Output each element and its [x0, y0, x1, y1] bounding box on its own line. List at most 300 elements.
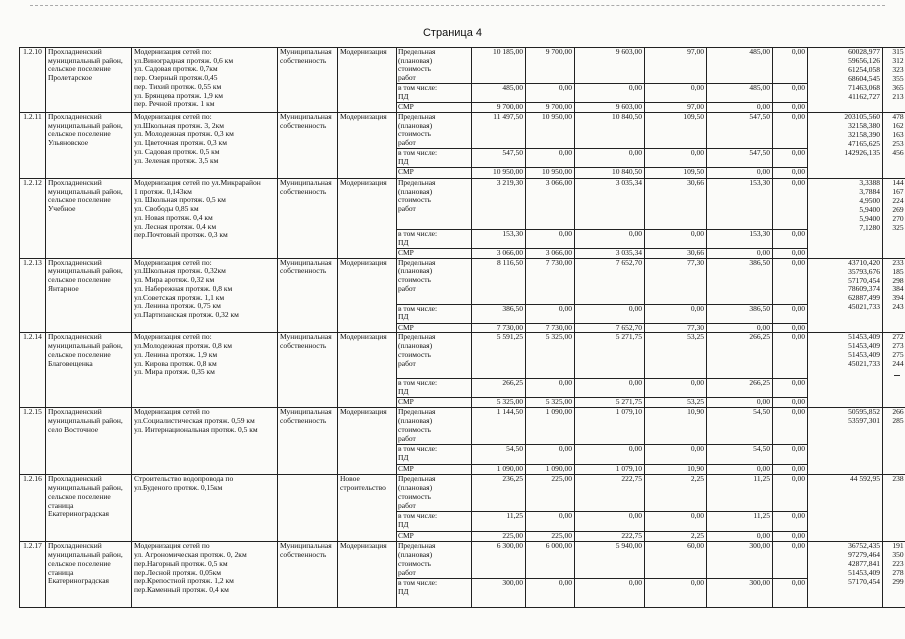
cost-cell: 386,50 — [707, 304, 773, 323]
description-cell — [132, 333, 278, 408]
line: 350 — [892, 550, 904, 560]
line: муниципальный район, — [48, 266, 123, 276]
line: муниципальный район, — [48, 341, 123, 351]
line: 32158,390 — [848, 129, 880, 139]
line: СМР — [398, 397, 414, 407]
line: 78609,374 — [848, 284, 880, 294]
work-type-cell — [338, 258, 397, 333]
extra-cell — [883, 408, 905, 475]
line: муниципальный район, — [48, 550, 123, 560]
cost-cell: 0,00 — [707, 249, 773, 259]
line: 243 — [892, 302, 904, 312]
line: Прохладненский — [48, 332, 102, 342]
cost-cell: 225,00 — [526, 532, 575, 542]
line: ул. Набережная протяж. 0,8 км — [134, 283, 233, 293]
pd-label — [397, 304, 472, 323]
line: Модернизация сетей по — [134, 541, 210, 551]
cost-cell: 1 144,50 — [472, 408, 526, 445]
planned-label — [397, 542, 472, 579]
cost-cell: 0,00 — [773, 445, 808, 465]
cost-cell: 9 700,00 — [526, 103, 575, 113]
cost-cell: 266,25 — [707, 333, 773, 379]
line: пер.Крепостной протяж. 1,2 км — [134, 576, 234, 586]
cost-cell: 300,00 — [707, 542, 773, 579]
codes-cell — [808, 48, 883, 113]
row-number: 1.2.17 — [20, 542, 46, 608]
codes-cell — [808, 113, 883, 179]
line: 478 — [892, 112, 904, 121]
cost-cell: 485,00 — [707, 84, 773, 103]
line: Муниципальная — [280, 258, 332, 267]
line: работ — [398, 204, 416, 214]
cost-cell: 109,50 — [645, 113, 707, 149]
line: Учебное — [48, 204, 76, 214]
extra-cell — [883, 179, 905, 259]
line: ПД — [398, 91, 409, 101]
line: ул. Свободы 0,85 км — [134, 204, 199, 214]
line: 203105,560 — [844, 112, 880, 121]
row-number: 1.2.10 — [20, 48, 46, 113]
work-type-cell — [338, 333, 397, 408]
cost-cell: 0,00 — [526, 149, 575, 168]
line: 365 — [892, 82, 904, 92]
pd-label — [397, 445, 472, 465]
line: ул. Ленина протяж. 1,9 км — [134, 349, 218, 359]
line: 41162,727 — [848, 91, 880, 101]
line: (плановая) — [398, 120, 433, 130]
cost-cell: 5 325,00 — [526, 398, 575, 408]
cost-cell: 2,25 — [645, 475, 707, 512]
line: Прохладненский — [48, 407, 102, 417]
cost-cell: 0,00 — [645, 149, 707, 168]
line: 5,9400 — [859, 204, 880, 214]
description-cell — [132, 258, 278, 333]
line: СМР — [398, 464, 414, 474]
pd-label — [397, 149, 472, 168]
smr-label — [397, 168, 472, 179]
ownership-cell — [278, 48, 338, 113]
codes-cell — [808, 408, 883, 475]
extra-cell — [883, 475, 905, 542]
cost-cell: 5 325,00 — [472, 398, 526, 408]
line: 323 — [892, 64, 904, 74]
line: ул. Школьная протяж. 0,5 км — [134, 195, 226, 205]
line: сельское поселение — [48, 129, 111, 139]
line: ПД — [398, 387, 409, 397]
work-type-cell — [338, 408, 397, 475]
pd-label — [397, 230, 472, 249]
line: станица — [48, 500, 74, 510]
cost-cell: 3 066,00 — [472, 249, 526, 259]
cost-cell: 0,00 — [773, 532, 808, 542]
cost-cell: 1 090,00 — [526, 465, 575, 475]
cost-cell: 3 066,00 — [526, 179, 575, 230]
line: 3,7884 — [859, 186, 880, 196]
line: Модернизация сетей по: — [134, 332, 212, 342]
line: 355 — [892, 73, 904, 83]
line: Модернизация сетей по: — [134, 258, 212, 267]
pd-label — [397, 512, 472, 532]
line: 269 — [892, 204, 904, 214]
cost-cell: 97,00 — [645, 48, 707, 84]
ownership-cell — [278, 542, 338, 608]
line: ПД — [398, 587, 409, 597]
cost-cell: 0,00 — [773, 465, 808, 475]
line: ул. Агрономическая протяж. 0, 2км — [134, 550, 247, 560]
description-cell — [132, 542, 278, 608]
line: 298 — [892, 275, 904, 285]
line: Предельная — [398, 332, 436, 342]
cost-cell: 1 079,10 — [575, 408, 645, 445]
ownership-cell — [278, 113, 338, 179]
line: 53597,301 — [848, 416, 880, 426]
line: 59656,126 — [848, 55, 880, 65]
codes-cell — [808, 258, 883, 333]
line: 275 — [892, 350, 904, 360]
cost-cell: 3 035,34 — [575, 249, 645, 259]
table-row — [20, 113, 905, 149]
line: Модернизация — [340, 332, 387, 342]
row-number: 1.2.11 — [20, 113, 46, 179]
cost-cell: 0,00 — [707, 532, 773, 542]
cost-cell: 485,00 — [472, 84, 526, 103]
cost-cell: 222,75 — [575, 532, 645, 542]
line: 97279,464 — [848, 550, 880, 560]
location-cell — [46, 48, 132, 113]
codes-cell — [808, 179, 883, 259]
cost-cell: 222,75 — [575, 475, 645, 512]
cost-cell: 0,00 — [575, 84, 645, 103]
line: муниципальный район, — [48, 416, 123, 426]
cost-cell: 0,00 — [773, 408, 808, 445]
line: 266 — [892, 407, 904, 417]
table-row — [20, 542, 905, 579]
line: 238 — [892, 474, 904, 484]
line: ул.Школьная протяж. 3, 2км — [134, 120, 224, 130]
line: сельское поселение — [48, 558, 111, 568]
line: 233 — [892, 258, 904, 267]
cost-cell: 3 219,30 — [472, 179, 526, 230]
cost-cell: 0,00 — [575, 445, 645, 465]
line: стоимость — [398, 64, 431, 74]
description-cell — [132, 113, 278, 179]
line: стоимость — [398, 491, 431, 501]
line: 57170,454 — [848, 275, 880, 285]
cost-cell: 0,00 — [526, 379, 575, 398]
line: 61254,058 — [848, 64, 880, 74]
location-cell — [46, 113, 132, 179]
description-cell — [132, 475, 278, 542]
cost-cell: 153,30 — [707, 230, 773, 249]
line: Модернизация — [340, 178, 387, 187]
line: сельское поселение — [48, 64, 111, 74]
line: муниципальный район, — [48, 483, 123, 493]
line: 60028,977 — [848, 47, 880, 56]
cost-cell: 0,00 — [773, 113, 808, 149]
line: пер.Нагорный протяж. 0,5 км — [134, 558, 228, 568]
cost-cell: 386,50 — [472, 304, 526, 323]
line: 32158,380 — [848, 120, 880, 130]
line: ул. Интернациональная протяж. 0,5 км — [134, 424, 258, 434]
cost-cell: 0,00 — [773, 249, 808, 259]
line: 162 — [892, 120, 904, 130]
line: ул. Садовая протяж. 0,7км — [134, 64, 218, 74]
location-cell — [46, 179, 132, 259]
line: собственность — [280, 55, 327, 65]
cost-cell: 0,00 — [575, 579, 645, 608]
ownership-cell — [278, 179, 338, 259]
cost-cell: 0,00 — [773, 475, 808, 512]
line: ул.Буденого протяж. 0,15км — [134, 483, 223, 493]
line: (плановая) — [398, 341, 433, 351]
cost-cell: 266,25 — [472, 379, 526, 398]
line: Прохладненский — [48, 474, 102, 484]
line: Екатериноградская — [48, 509, 109, 519]
cost-cell: 0,00 — [773, 379, 808, 398]
line: 384 — [892, 284, 904, 294]
cost-cell: 0,00 — [526, 445, 575, 465]
line: в том числе: — [398, 444, 438, 454]
line: СМР — [398, 323, 414, 332]
cost-cell: 2,25 — [645, 532, 707, 542]
ownership-cell — [278, 475, 338, 542]
extra-cell — [883, 542, 905, 608]
line: 278 — [892, 568, 904, 578]
cost-cell: 10 840,50 — [575, 168, 645, 179]
top-scan-edge — [30, 5, 885, 6]
cost-cell: 0,00 — [645, 84, 707, 103]
table-row — [20, 333, 905, 379]
line: 142926,135 — [844, 147, 880, 157]
line: 51453,409 — [848, 568, 880, 578]
line: работ — [398, 358, 416, 368]
cost-cell: 53,25 — [645, 333, 707, 379]
cost-cell: 300,00 — [472, 579, 526, 608]
codes-cell — [808, 333, 883, 408]
line: работ — [398, 567, 416, 577]
cost-cell: 0,00 — [773, 398, 808, 408]
line: пер. Речной протяж. 1 км — [134, 99, 215, 109]
line: 272 — [892, 332, 904, 342]
line: Модернизация сетей по: — [134, 112, 212, 121]
extra-cell — [883, 113, 905, 179]
cost-cell: 0,00 — [575, 230, 645, 249]
line: ул.Школьная протяж. 0,32км — [134, 266, 226, 276]
line: Пролетарское — [48, 73, 93, 83]
line: Екатериноградская — [48, 576, 109, 586]
cost-cell: 10 840,50 — [575, 113, 645, 149]
line: 167 — [892, 186, 904, 196]
cost-cell: 8 116,50 — [472, 258, 526, 304]
line: Муниципальная — [280, 178, 332, 187]
line: 45021,733 — [848, 302, 880, 312]
line: 35793,676 — [848, 266, 880, 276]
line: ул. Брянцева протяж. 1,9 км — [134, 90, 224, 100]
table-row — [20, 475, 905, 512]
cost-cell: 0,00 — [575, 149, 645, 168]
line: 62887,499 — [848, 293, 880, 303]
line: 43710,420 — [848, 258, 880, 267]
line: 224 — [892, 195, 904, 205]
line: 57170,454 — [848, 577, 880, 587]
cost-cell: 0,00 — [773, 149, 808, 168]
line: в том числе: — [398, 304, 438, 313]
line: 3,3388 — [859, 178, 880, 187]
line: 45021,733 — [848, 359, 880, 369]
line: ул.Партизанская протяж. 0,32 км — [134, 309, 239, 319]
cost-cell: 7 730,00 — [472, 323, 526, 333]
line: стоимость — [398, 275, 431, 285]
cost-cell: 0,00 — [707, 168, 773, 179]
line: собственность — [280, 416, 327, 426]
location-cell — [46, 333, 132, 408]
location-cell — [46, 408, 132, 475]
cost-cell: 0,00 — [575, 304, 645, 323]
cost-cell: 10 950,00 — [526, 168, 575, 179]
line: 144 — [892, 178, 904, 187]
line: Модернизация сетей по ул.Микрарайон — [134, 178, 261, 187]
line: муниципальный район, — [48, 55, 123, 65]
line: ул. Мира протяж. 0,35 км — [134, 367, 215, 377]
cost-cell: 0,00 — [773, 48, 808, 84]
cost-cell: 266,25 — [707, 379, 773, 398]
cost-cell: 6 000,00 — [526, 542, 575, 579]
cost-cell: 9 700,00 — [472, 103, 526, 113]
work-type-cell — [338, 48, 397, 113]
cost-cell: 30,66 — [645, 179, 707, 230]
cost-cell: 7 652,70 — [575, 323, 645, 333]
line: 315 — [892, 47, 904, 56]
line: 68604,545 — [848, 73, 880, 83]
line: собственность — [280, 550, 327, 560]
line: 5,9400 — [859, 213, 880, 223]
location-cell — [46, 258, 132, 333]
smr-label — [397, 398, 472, 408]
cost-cell: 5 271,75 — [575, 398, 645, 408]
cost-cell: 0,00 — [645, 379, 707, 398]
cost-cell: 11 497,50 — [472, 113, 526, 149]
line: 1 протяж. 0,143км — [134, 186, 192, 196]
line: ул. Молодежная протяж. 0,3 км — [134, 129, 234, 139]
cost-cell: 3 066,00 — [526, 249, 575, 259]
line: ул. Новая протяж. 0,4 км — [134, 212, 213, 222]
line: муниципальный район, — [48, 120, 123, 130]
line: СМР — [398, 167, 414, 176]
line: 273 — [892, 341, 904, 351]
cost-cell: 386,50 — [707, 258, 773, 304]
line: ул.Виноградная протяж. 0,6 км — [134, 55, 234, 65]
ownership-cell — [278, 333, 338, 408]
cost-cell: 53,25 — [645, 398, 707, 408]
extra-cell — [883, 258, 905, 333]
work-type-cell — [338, 179, 397, 259]
line: пер.Каменный протяж. 0,4 км — [134, 584, 229, 594]
smr-label — [397, 249, 472, 259]
cost-cell: 0,00 — [707, 398, 773, 408]
line: 456 — [892, 147, 904, 157]
line: 51453,409 — [848, 350, 880, 360]
line: Модернизация — [340, 258, 387, 267]
line: Модернизация — [340, 47, 387, 56]
line: 270 — [892, 213, 904, 223]
planned-label — [397, 113, 472, 149]
line: ул. Зеленая протяж. 3,5 км — [134, 155, 219, 165]
location-cell — [46, 542, 132, 608]
line: Прохладненский — [48, 258, 102, 267]
line: работ — [398, 138, 416, 148]
line: в том числе: — [398, 378, 438, 388]
planned-label — [397, 333, 472, 379]
line: Предельная — [398, 178, 436, 187]
cost-cell: 11,25 — [472, 512, 526, 532]
cost-cell: 0,00 — [773, 579, 808, 608]
line: в том числе: — [398, 511, 438, 521]
line: Новое — [340, 474, 360, 484]
cost-cell: 0,00 — [773, 230, 808, 249]
ownership-cell — [278, 258, 338, 333]
line: стоимость — [398, 349, 431, 359]
work-type-cell — [338, 475, 397, 542]
line: работ — [398, 500, 416, 510]
pd-label — [397, 84, 472, 103]
cost-cell: 10,90 — [645, 408, 707, 445]
planned-label — [397, 475, 472, 512]
line: 51453,409 — [848, 332, 880, 342]
line: 223 — [892, 559, 904, 569]
cost-cell: 54,50 — [707, 445, 773, 465]
line: Предельная — [398, 541, 436, 551]
line: ПД — [398, 520, 409, 530]
cost-cell: 0,00 — [773, 512, 808, 532]
line: СМР — [398, 102, 414, 111]
line: Муниципальная — [280, 332, 332, 342]
cost-cell: 9 603,00 — [575, 103, 645, 113]
cost-cell: 0,00 — [575, 379, 645, 398]
cost-cell: 6 300,00 — [472, 542, 526, 579]
line: 394 — [892, 293, 904, 303]
line: Предельная — [398, 258, 436, 267]
cost-cell: 5 325,00 — [526, 333, 575, 379]
cost-cell: 0,00 — [645, 512, 707, 532]
cost-cell: 0,00 — [773, 103, 808, 113]
line: Предельная — [398, 407, 436, 417]
table-row — [20, 179, 905, 230]
cost-cell: 0,00 — [526, 579, 575, 608]
cost-cell: 10,90 — [645, 465, 707, 475]
cost-cell: 0,00 — [773, 179, 808, 230]
cost-cell: 236,25 — [472, 475, 526, 512]
line: (плановая) — [398, 483, 433, 493]
scan-margin-mark — [894, 375, 900, 376]
line: 213 — [892, 91, 904, 101]
line: работ — [398, 283, 416, 293]
cost-cell: 547,50 — [707, 113, 773, 149]
smr-label — [397, 532, 472, 542]
cost-cell: 0,00 — [773, 542, 808, 579]
line: 285 — [892, 416, 904, 426]
line: Модернизация — [340, 541, 387, 551]
line: (плановая) — [398, 550, 433, 560]
codes-cell — [808, 542, 883, 608]
line: СМР — [398, 531, 414, 541]
cost-cell: 0,00 — [773, 304, 808, 323]
cost-cell: 0,00 — [645, 230, 707, 249]
line: ул.Советская протяж. 1,1 км — [134, 292, 225, 302]
cost-cell: 9 603,00 — [575, 48, 645, 84]
line: собственность — [280, 186, 327, 196]
line: муниципальный район, — [48, 186, 123, 196]
cost-cell: 30,66 — [645, 249, 707, 259]
